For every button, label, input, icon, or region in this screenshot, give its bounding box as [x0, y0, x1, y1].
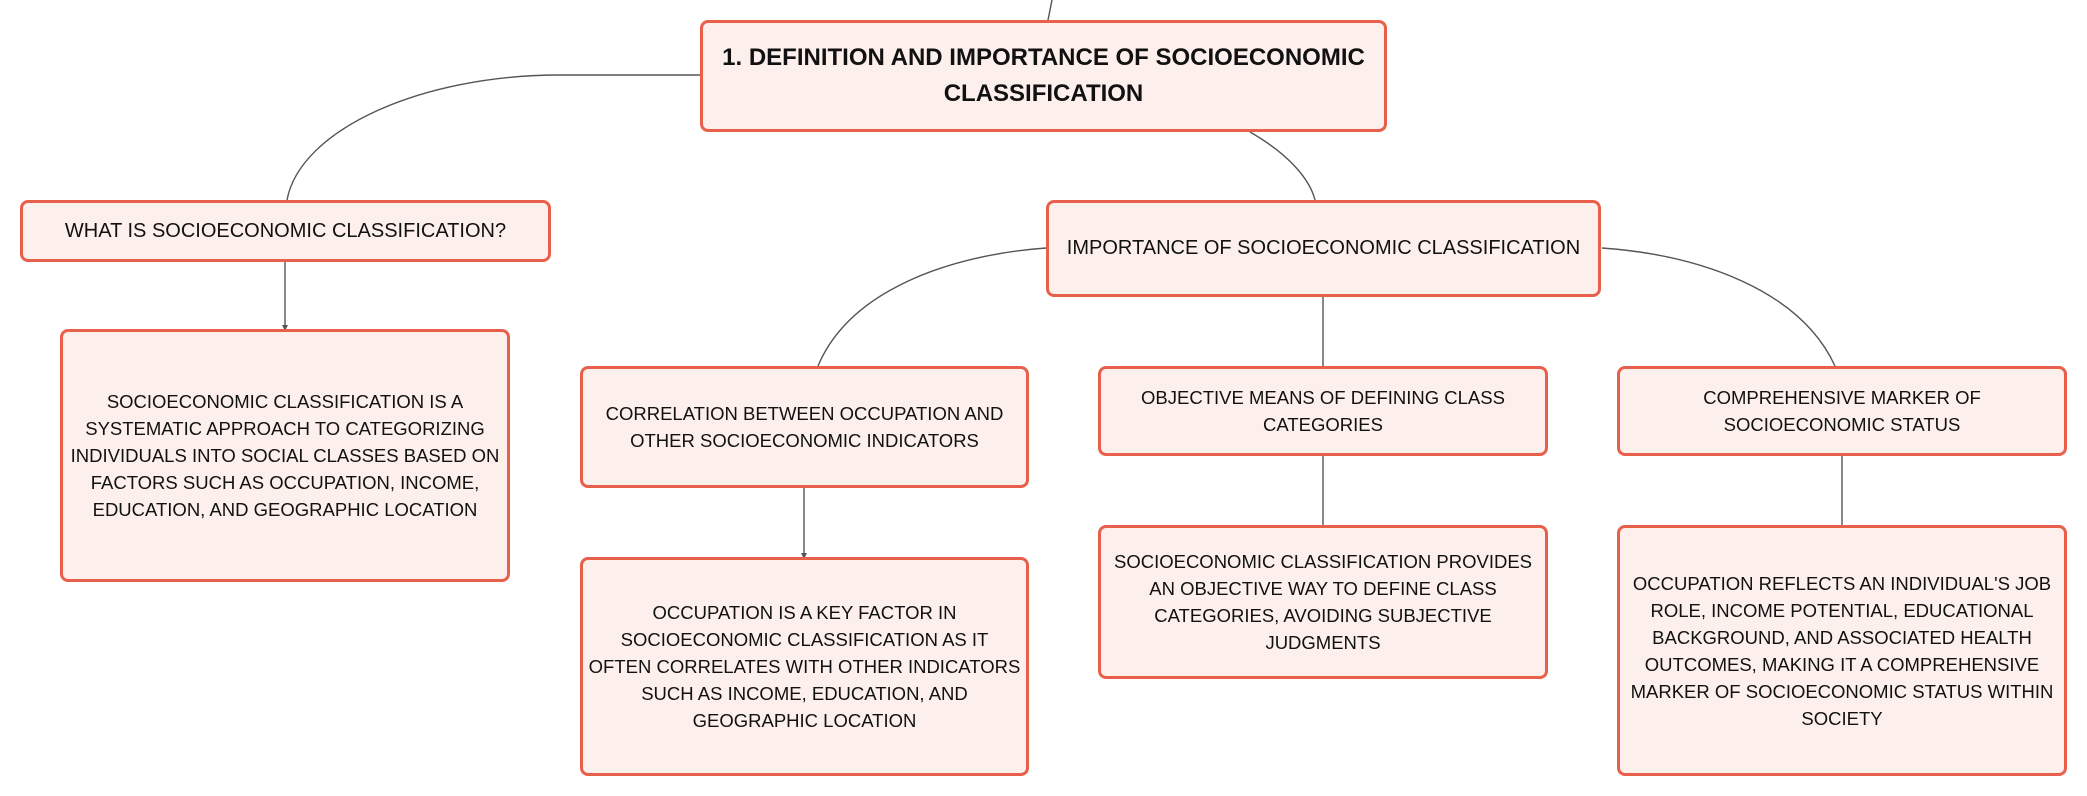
connector-importance-to-comprehensive: [1602, 248, 1835, 366]
comprehensive-heading: COMPREHENSIVE MARKER OF SOCIOECONOMIC STATUS: [1703, 387, 1981, 435]
correlation-detail-node[interactable]: [580, 557, 1029, 776]
main-topic-title: 1. DEFINITION AND IMPORTANCE OF SOCIOECONOMIC CLASSIFICATION: [722, 44, 1365, 107]
objective-detail-text: SOCIOECONOMIC CLASSIFICATION PROVIDES AN OBJECTIVE WAY TO DEFINE CLASS CATEGORIES, AVOIDING SUBJECTIVE JUDGMENTS: [1113, 551, 1533, 653]
objective-heading: OBJECTIVE MEANS OF DEFINING CLASS CATEGORIES: [1141, 387, 1505, 435]
correlation-node[interactable]: [580, 366, 1029, 488]
what-is-node[interactable]: [20, 200, 551, 262]
connector-to-parent: [1048, 0, 1052, 20]
connector-importance-to-correlation: [818, 248, 1046, 366]
correlation-detail-text: OCCUPATION IS A KEY FACTOR IN SOCIOECONOMIC CLASSIFICATION AS IT OFTEN CORRELATES WITH OTHER INDICATORS SUCH AS INCOME, EDUCATION, AND GEOGRAPHIC LOCATION: [588, 602, 1021, 731]
comprehensive-detail-node[interactable]: [1617, 525, 2067, 776]
importance-heading: IMPORTANCE OF SOCIOECONOMIC CLASSIFICATION: [1066, 237, 1581, 259]
connector-main-to-importance: [1250, 132, 1315, 200]
what-is-detail-text: SOCIOECONOMIC CLASSIFICATION IS A SYSTEMATIC APPROACH TO CATEGORIZING INDIVIDUALS INTO SOCIAL CLASSES BASED ON FACTORS SUCH AS OCCUPATION, INCOME, EDUCATION, AND GEOGRAPHIC LOCATION: [70, 391, 500, 520]
objective-detail-node[interactable]: [1098, 525, 1548, 679]
comprehensive-detail-text: OCCUPATION REFLECTS AN INDIVIDUAL'S JOB ROLE, INCOME POTENTIAL, EDUCATIONAL BACKGROUND, AND ASSOCIATED HEALTH OUTCOMES, MAKING IT A COMPREHENSIVE MARKER OF SOCIOECONOMIC STATUS WITHIN SOCIETY: [1630, 572, 2054, 729]
what-is-heading: WHAT IS SOCIOECONOMIC CLASSIFICATION?: [64, 219, 507, 242]
connector-main-to-what: [287, 75, 700, 200]
importance-node[interactable]: [1046, 200, 1601, 297]
comprehensive-node[interactable]: [1617, 366, 2067, 456]
what-is-detail-node[interactable]: [60, 329, 510, 582]
correlation-heading: CORRELATION BETWEEN OCCUPATION AND OTHER SOCIOECONOMIC INDICATORS: [605, 403, 1004, 451]
objective-node[interactable]: [1098, 366, 1548, 456]
main-topic-node[interactable]: [700, 20, 1387, 132]
